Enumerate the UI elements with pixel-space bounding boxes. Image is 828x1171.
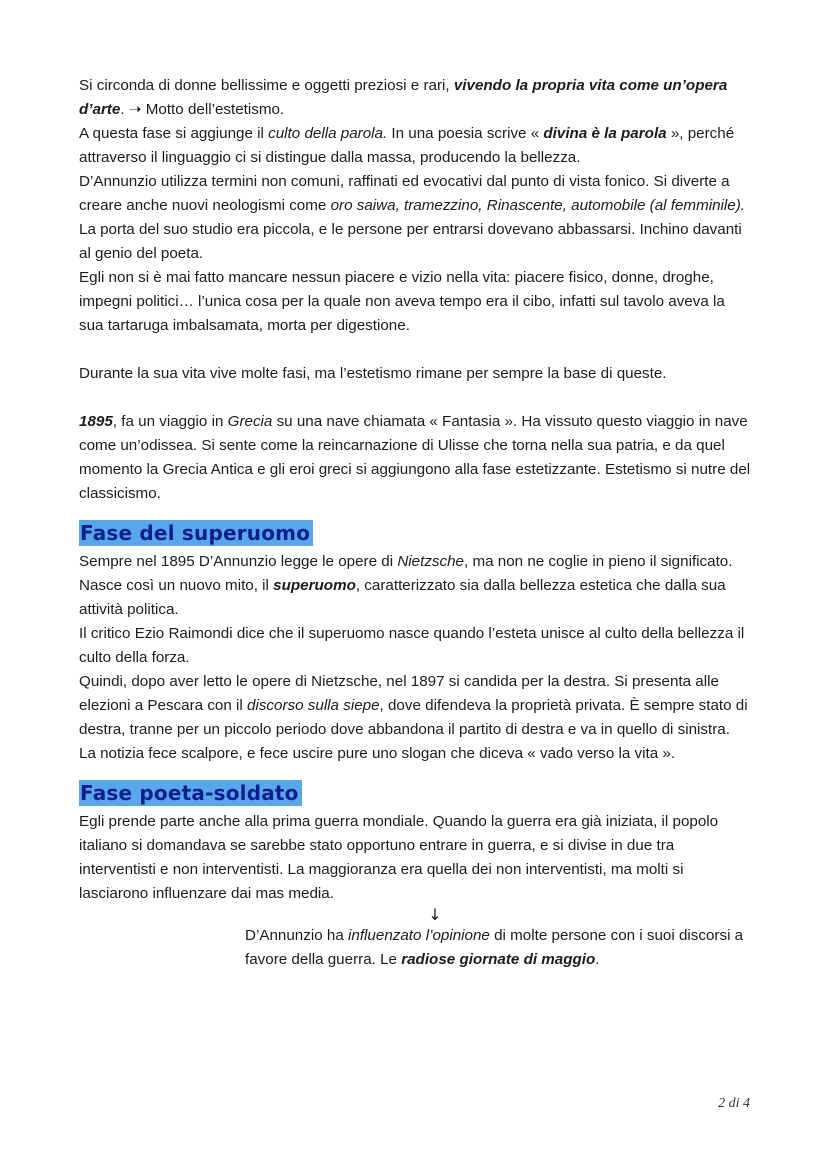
text-run: Sempre nel 1895 D’Annunzio legge le opere di [79,553,398,570]
heading-wrapper [79,520,751,548]
text-run: , dove difendeva la proprietà privata. È sempre stato di destra, tranne per un piccolo periodo dove abbandona il partito di destra e va in quello di sinistra. La notizia fece scalpore, e fece uscire pure uno slogan che diceva « vado verso la vita ». [79,697,748,762]
paragraph-culto-parola [79,122,751,170]
paragraph-raimondi: Il critico Ezio Raimondi dice che il superuomo nasce quando l’esteta unisce al culto della bellezza il culto della forza. [79,625,745,666]
paragraph-opinione [245,924,751,972]
paragraph-guerra: Egli prende parte anche alla prima guerra mondiale. Quando la guerra era già iniziata, il popolo italiano si domandava se sarebbe stato opportuno entrare in guerra, e si divise in due tra interventisti e non interventisti. La maggioranza era quella dei non interventisti, ma molti si lasciarono influenzare dai mas media. [79,813,719,902]
text-run: . [595,951,600,968]
text-run: In una poesia scrive « [387,125,544,142]
heading-wrapper [79,780,751,808]
italic-phrase: Grecia [227,413,273,430]
page-number: 2 di 4 [718,1096,750,1111]
section-heading-superuomo: Fase del superuomo [79,520,313,546]
text-run: . ➝ Motto dell’estetismo. [120,101,285,118]
italic-phrase: oro saiwa, tramezzino, Rinascente, automobile (al femminile). [330,197,746,214]
paragraph-grecia [79,410,751,506]
spacer [79,386,751,410]
bold-italic-phrase: divina è la parola [543,125,667,142]
text-run: su una nave chiamata « Fantasia ». Ha vissuto questo viaggio in nave come un’odissea. Si sente come la reincarnazione di Ulisse che torna nella sua patria, e da quel momento la Grecia Antica e gli eroi greci si aggiungono alla fase estetizzante. Estetismo si nutre del classicismo. [79,413,751,502]
bold-italic-phrase: superuomo [273,577,356,594]
bold-italic-phrase: vivendo la propria vita come un’opera d’arte [79,77,728,118]
page-content [79,74,751,972]
text-run: , caratterizzato sia dalla bellezza estetica che dalla sua attività politica. [79,577,726,618]
italic-phrase: influenzato l’opinione [348,927,490,944]
text-run: , ma non ne coglie in pieno il significato. Nasce così un nuovo mito, il [79,553,733,594]
text-run: Quindi, dopo aver letto le opere di Nietzsche, nel 1897 si candida per la destra. Si presenta alle elezioni a Pescara con il [79,673,719,714]
italic-phrase: culto della parola. [268,125,388,142]
arrow-down-icon: ↓ [428,905,442,924]
text-run: D’Annunzio utilizza termini non comuni, raffinati ed evocativi dal punto di vista fonico. Si diverte a creare anche nuovi neologismi come [79,173,730,214]
paragraph-estetismo-motto [79,74,751,122]
paragraph-destra [79,670,751,766]
bold-italic-phrase: radiose giornate di maggio [401,951,596,968]
paragraph-fasi: Durante la sua vita vive molte fasi, ma l’estetismo rimane per sempre la base di queste. [79,365,667,382]
section-heading-poeta-soldato: Fase poeta-soldato [79,780,302,806]
italic-phrase: Nietzsche [397,553,464,570]
text-run: di molte persone con i suoi discorsi a favore della guerra. Le [245,927,744,968]
text-run: Si circonda di donne bellissime e oggetti preziosi e rari, [79,77,454,94]
text-run: », perché attraverso il linguaggio ci si distingue dalla massa, producendo la bellezza. [79,125,735,166]
text-run: A questa fase si aggiunge il [79,125,269,142]
paragraph-studio: La porta del suo studio era piccola, e le persone per entrarsi dovevano abbassarsi. Inchino davanti al genio del poeta. [79,221,742,262]
text-run: , fa un viaggio in [112,413,228,430]
paragraph-nietzsche [79,550,751,622]
text-run: D’Annunzio ha [245,927,349,944]
spacer [79,338,751,362]
paragraph-neologismi [79,170,751,218]
italic-phrase: discorso sulla siepe [247,697,380,714]
bold-italic-year: 1895 [79,413,113,430]
paragraph-piaceri: Egli non si è mai fatto mancare nessun piacere e vizio nella vita: piacere fisico, donne, droghe, impegni politici… l’unica cosa per la quale non aveva tempo era il cibo, infatti sul tavolo aveva la sua tartaruga imbalsamata, morta per digestione. [79,269,725,334]
